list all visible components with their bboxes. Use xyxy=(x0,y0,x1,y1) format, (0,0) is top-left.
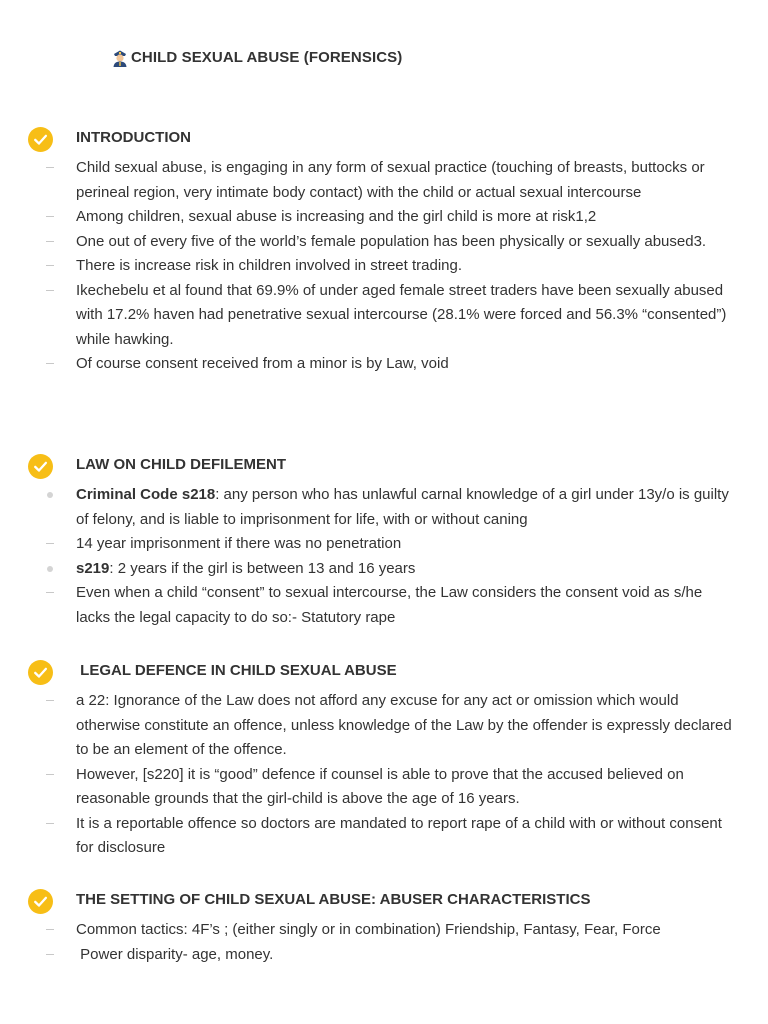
list-item: s219: 2 years if the girl is between 13 and 16 years xyxy=(76,559,416,577)
list-item: 14 year imprisonment if there was no penetration xyxy=(76,535,402,552)
section-abuser-characteristics xyxy=(0,890,768,967)
section-title: INTRODUCTION xyxy=(76,129,191,146)
section-title: LAW ON CHILD DEFILEMENT xyxy=(76,456,286,473)
section-introduction xyxy=(0,128,768,377)
list-item: It is a reportable offence so doctors are mandated to report rape of a child with or without consent for disclosure xyxy=(76,814,722,856)
document-title-text: CHILD SEXUAL ABUSE (FORENSICS) xyxy=(131,48,403,66)
section-title: LEGAL DEFENCE IN CHILD SEXUAL ABUSE xyxy=(76,662,397,679)
list-item: However, [s220] it is “good” defence if counsel is able to prove that the accused believed on reasonable grounds that the girl-child is above the age of 16 years. xyxy=(76,765,684,807)
section-legal-defence xyxy=(0,661,768,861)
list-item: Ikechebelu et al found that 69.9% of under aged female street traders have been sexually abused with 17.2% haven had penetrative sexual intercourse (28.1% were forced and 56.3% “consented”) while hawking. xyxy=(76,281,727,348)
list-item: Of course consent received from a minor is by Law, void xyxy=(76,355,449,372)
list-item: Criminal Code s218: any person who has unlawful carnal knowledge of a girl under 13y/o is guilty of felony, and is liable to imprisonment for life, with or without caning xyxy=(76,486,729,528)
check-circle-icon xyxy=(28,454,53,479)
section-law-on-child-defilement xyxy=(0,455,768,630)
document-title xyxy=(110,47,402,67)
check-circle-icon xyxy=(28,889,53,914)
list-item: Power disparity- age, money. xyxy=(76,945,274,963)
check-circle-icon xyxy=(28,127,53,152)
list-item: Child sexual abuse, is engaging in any form of sexual practice (touching of breasts, buttocks or perineal region, very intimate body contact) with the child or actual sexual intercourse xyxy=(76,159,705,201)
list-item: Even when a child “consent” to sexual intercourse, the Law considers the consent void as s/he lacks the legal capacity to do so:- Statutory rape xyxy=(76,584,703,626)
list-item: a 22: Ignorance of the Law does not afford any excuse for any act or omission which would otherwise constitute an offence, unless knowledge of the Law by the offender is expressly declared to be an element of the offence. xyxy=(76,692,732,758)
check-circle-icon xyxy=(28,660,53,685)
list-item: Common tactics: 4F’s ; (either singly or in combination) Friendship, Fantasy, Fear, Force xyxy=(76,921,661,938)
list-item: Among children, sexual abuse is increasing and the girl child is more at risk1,2 xyxy=(76,208,597,225)
list-item: One out of every five of the world’s female population has been physically or sexually abused3. xyxy=(76,232,707,250)
section-title: THE SETTING OF CHILD SEXUAL ABUSE: ABUSER CHARACTERISTICS xyxy=(76,891,591,908)
police-officer-icon xyxy=(110,47,130,67)
list-item: There is increase risk in children involved in street trading. xyxy=(76,257,463,274)
